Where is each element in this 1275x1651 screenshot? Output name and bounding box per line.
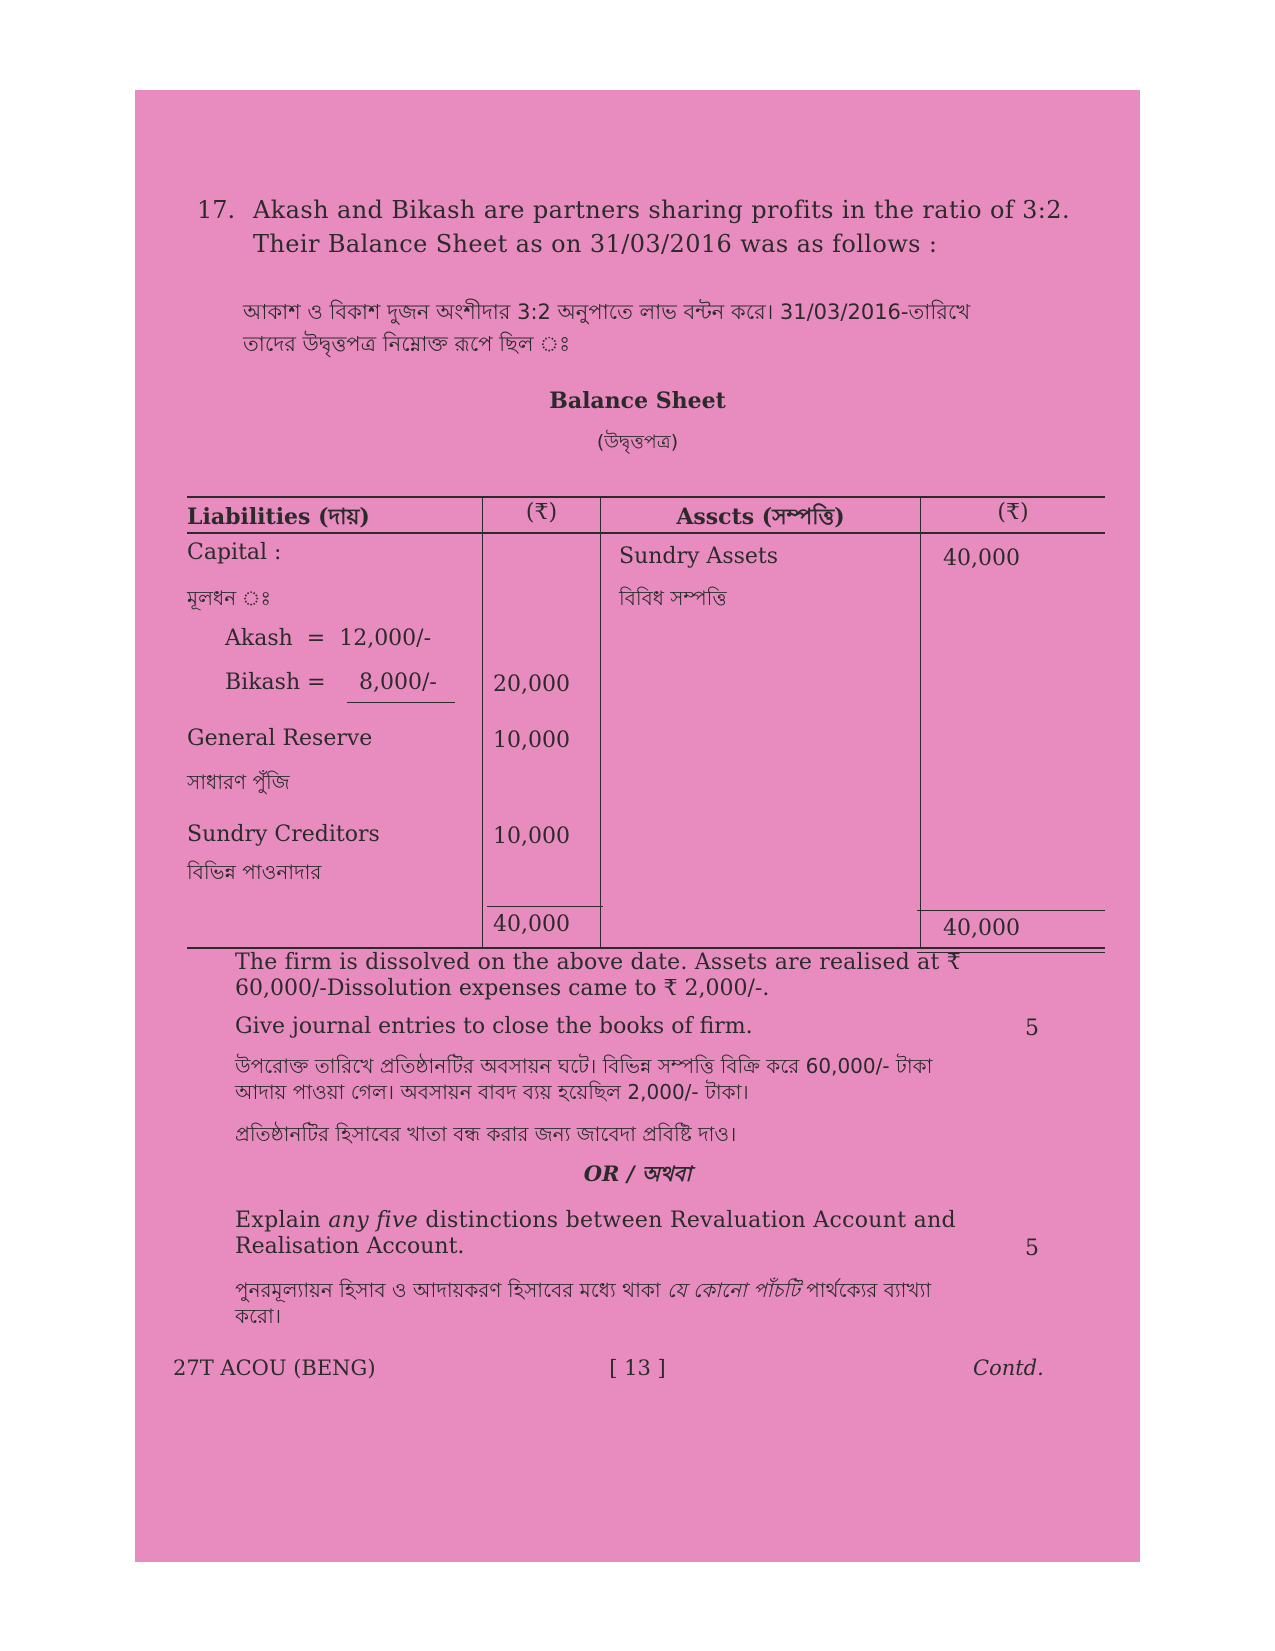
question-english-line-1: Akash and Bikash are partners sharing profits in the ratio of 3:2. — [253, 196, 1070, 224]
bikash-amount: 8,000/- — [359, 670, 437, 695]
alternative-line-1-post: distinctions between Revaluation Account and — [418, 1208, 956, 1233]
capital-underline — [347, 702, 455, 703]
dissolution-marks: 5 — [1025, 1016, 1039, 1041]
dissolution-instruction: Give journal entries to close the books of firm. — [235, 1014, 753, 1039]
dissolution-bn-line-3: প্রতিষ্ঠানটির হিসাবের খাতা বন্ধ করার জন্য জাবেদা প্রবিষ্টি দাও। — [235, 1122, 737, 1146]
alternative-line-1-emphasis: any five — [328, 1208, 419, 1233]
sundry-assets-label-bn: বিবিধ সম্পত্তি — [619, 586, 727, 610]
balance-sheet-table — [187, 496, 1105, 981]
alternative-bn-line-1 — [235, 1276, 931, 1309]
dissolution-line-1: The firm is dissolved on the above date. Assets are realised at ₹ — [235, 950, 961, 975]
alternative-bn-line-1-post: পার্থক্যের ব্যাখ্যা — [799, 1278, 932, 1302]
liabilities-total: 40,000 — [493, 912, 570, 937]
capital-label: Capital : — [187, 540, 282, 565]
exam-page — [135, 90, 1140, 1562]
capital-label-bn: মূলধন ঃ — [187, 586, 272, 610]
dissolution-bn-line-2: আদায় পাওয়া গেল। অবসায়ন বাবদ ব্যয় হয়েছিল 2,000/- টাকা। — [235, 1080, 749, 1104]
balance-sheet-title: Balance Sheet — [549, 388, 726, 414]
header-asset-amount: (₹) — [997, 500, 1029, 525]
general-reserve-label-bn: সাধারণ পুঁজি — [187, 770, 290, 794]
col-divider-2 — [600, 496, 601, 947]
general-reserve-label: General Reserve — [187, 726, 373, 751]
alternative-marks: 5 — [1025, 1236, 1039, 1261]
alternative-line-2: Realisation Account. — [235, 1234, 465, 1259]
assets-total: 40,000 — [943, 916, 1020, 941]
table-bottom-rule-1 — [187, 947, 1105, 949]
capital-total: 20,000 — [493, 672, 570, 697]
sundry-creditors-label-bn: বিভিন্ন পাওনাদার — [187, 860, 322, 884]
alternative-bn-line-1-pre: পুনরমূল্যায়ন হিসাব ও আদায়করণ হিসাবের মধ্যে থাকা — [235, 1278, 668, 1302]
paper-code: 27T ACOU (BENG) — [173, 1356, 376, 1380]
general-reserve-amount: 10,000 — [493, 728, 570, 753]
header-liabilities: Liabilities (দায়) — [187, 504, 370, 530]
dissolution-bn-line-1: উপরোক্ত তারিখে প্রতিষ্ঠানটির অবসায়ন ঘটে। বিভিন্ন সম্পত্তি বিক্রি করে 60,000/- টাকা — [235, 1054, 933, 1078]
question-number: 17. — [197, 196, 236, 224]
alternative-bn-line-2: করো। — [235, 1304, 281, 1328]
header-liab-amount: (₹) — [525, 500, 558, 525]
or-separator: OR / অথবা — [583, 1161, 692, 1186]
col-divider-1 — [482, 496, 483, 947]
table-top-rule — [187, 496, 1105, 498]
col-divider-3 — [920, 496, 921, 947]
alternative-line-1-pre: Explain — [235, 1208, 329, 1233]
balance-sheet-title-bn: (উদ্বৃত্তপত্র) — [596, 431, 679, 453]
sundry-creditors-amount: 10,000 — [493, 824, 570, 849]
question-english-line-2: Their Balance Sheet as on 31/03/2016 was as follows : — [253, 230, 938, 258]
dissolution-line-2: 60,000/-Dissolution expenses came to ₹ 2,000/-. — [235, 976, 770, 1001]
page-number: [ 13 ] — [609, 1356, 666, 1380]
sundry-creditors-label: Sundry Creditors — [187, 822, 380, 847]
alternative-bn-line-1-emphasis: যে কোনো পাঁচটি — [667, 1278, 800, 1302]
liab-total-rule — [487, 906, 603, 907]
question-bengali-line-1: আকাশ ও বিকাশ দুজন অংশীদার 3:2 অনুপাতে লাভ বন্টন করে। 31/03/2016-তারিখে — [243, 300, 971, 324]
contd-label: Contd. — [973, 1356, 1044, 1380]
bikash-label: Bikash = — [225, 670, 326, 695]
alternative-line-1 — [235, 1208, 956, 1233]
header-assets: Asscts (সম্পত্তি) — [676, 504, 845, 530]
akash-capital: Akash = 12,000/- — [225, 626, 432, 651]
sundry-assets-amount: 40,000 — [943, 546, 1020, 571]
sundry-assets-label: Sundry Assets — [619, 544, 779, 569]
asset-total-rule — [917, 910, 1105, 911]
question-bengali-line-2: তাদের উদ্বৃত্তপত্র নিম্নোক্ত রূপে ছিল ঃ — [243, 332, 571, 356]
